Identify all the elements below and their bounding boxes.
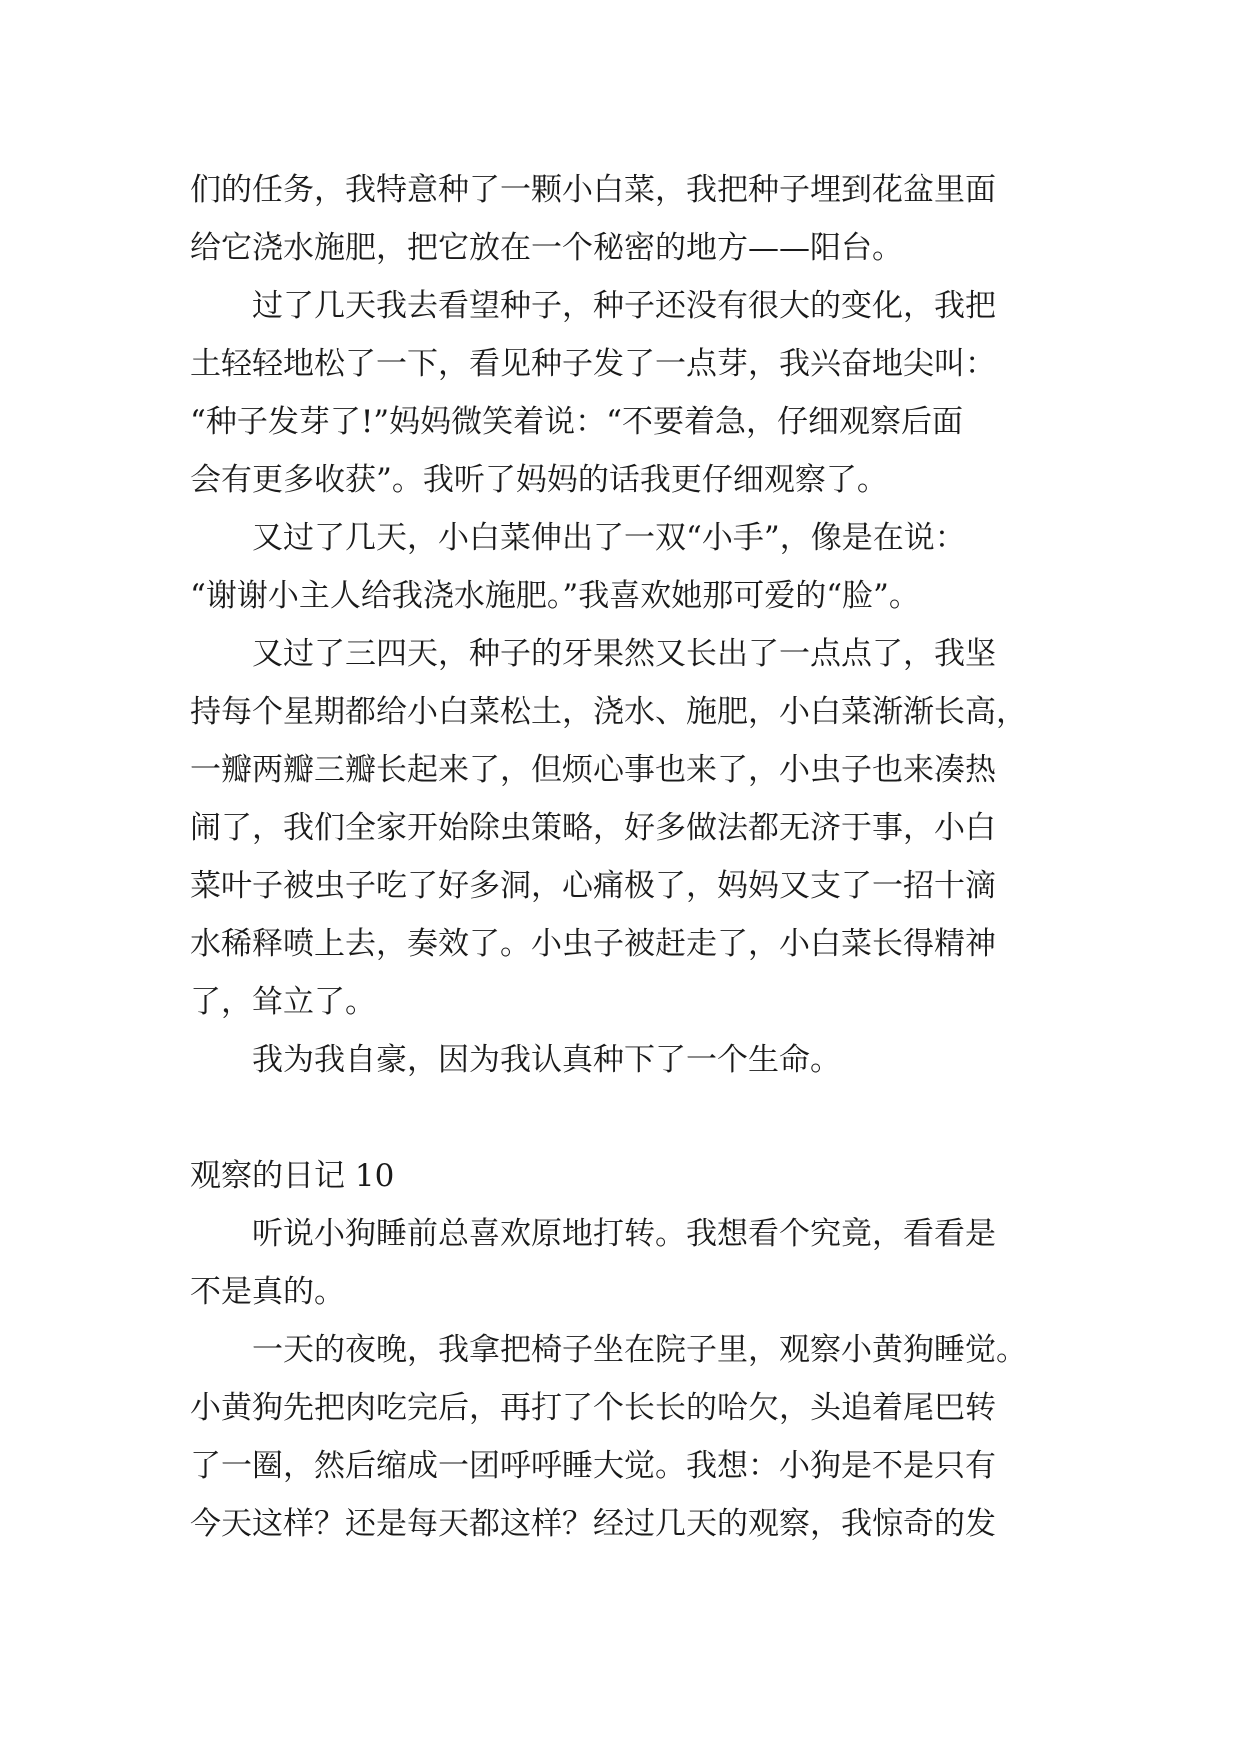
text-line: 给它浇水施肥，把它放在一个秘密的地方——阳台。 xyxy=(190,230,903,266)
paragraph-start-line: 我为我自豪，因为我认真种下了一个生命。 xyxy=(252,1042,841,1078)
paragraph-start-line: 过了几天我去看望种子，种子还没有很大的变化，我把 xyxy=(252,288,996,324)
paragraph-start-line: 听说小狗睡前总喜欢原地打转。我想看个究竟，看看是 xyxy=(252,1216,996,1252)
text-line: “谢谢小主人给我浇水施肥。”我喜欢她那可爱的“脸”。 xyxy=(190,578,920,614)
text-line: 持每个星期都给小白菜松土，浇水、施肥，小白菜渐渐长高， xyxy=(190,694,1027,730)
text-line: 水稀释喷上去，奏效了。小虫子被赶走了，小白菜长得精神 xyxy=(190,926,996,962)
text-line: 菜叶子被虫子吃了好多洞，心痛极了，妈妈又支了一招十滴 xyxy=(190,868,996,904)
text-line: 不是真的。 xyxy=(190,1274,345,1310)
section-heading: 观察的日记 10 xyxy=(190,1158,395,1194)
text-line: “种子发芽了!”妈妈微笑着说：“不要着急，仔细观察后面 xyxy=(190,404,963,440)
paragraph-start-line: 又过了几天，小白菜伸出了一双“小手”，像是在说： xyxy=(252,520,966,556)
text-line: 闹了，我们全家开始除虫策略，好多做法都无济于事，小白 xyxy=(190,810,996,846)
text-line: 今天这样？还是每天都这样？经过几天的观察，我惊奇的发 xyxy=(190,1506,996,1542)
text-line: 们的任务，我特意种了一颗小白菜，我把种子埋到花盆里面 xyxy=(190,172,996,208)
text-line: 土轻轻地松了一下，看见种子发了一点芽，我兴奋地尖叫： xyxy=(190,346,996,382)
text-line: 会有更多收获”。我听了妈妈的话我更仔细观察了。 xyxy=(190,462,888,498)
text-line: 了一圈，然后缩成一团呼呼睡大觉。我想：小狗是不是只有 xyxy=(190,1448,996,1484)
text-line: 了，耸立了。 xyxy=(190,984,376,1020)
paragraph-start-line: 又过了三四天，种子的牙果然又长出了一点点了，我坚 xyxy=(252,636,996,672)
paragraph-start-line: 一天的夜晚，我拿把椅子坐在院子里，观察小黄狗睡觉。 xyxy=(252,1332,1027,1368)
text-line: 小黄狗先把肉吃完后，再打了个长长的哈欠，头追着尾巴转 xyxy=(190,1390,996,1426)
text-line: 一瓣两瓣三瓣长起来了，但烦心事也来了，小虫子也来凑热 xyxy=(190,752,996,788)
